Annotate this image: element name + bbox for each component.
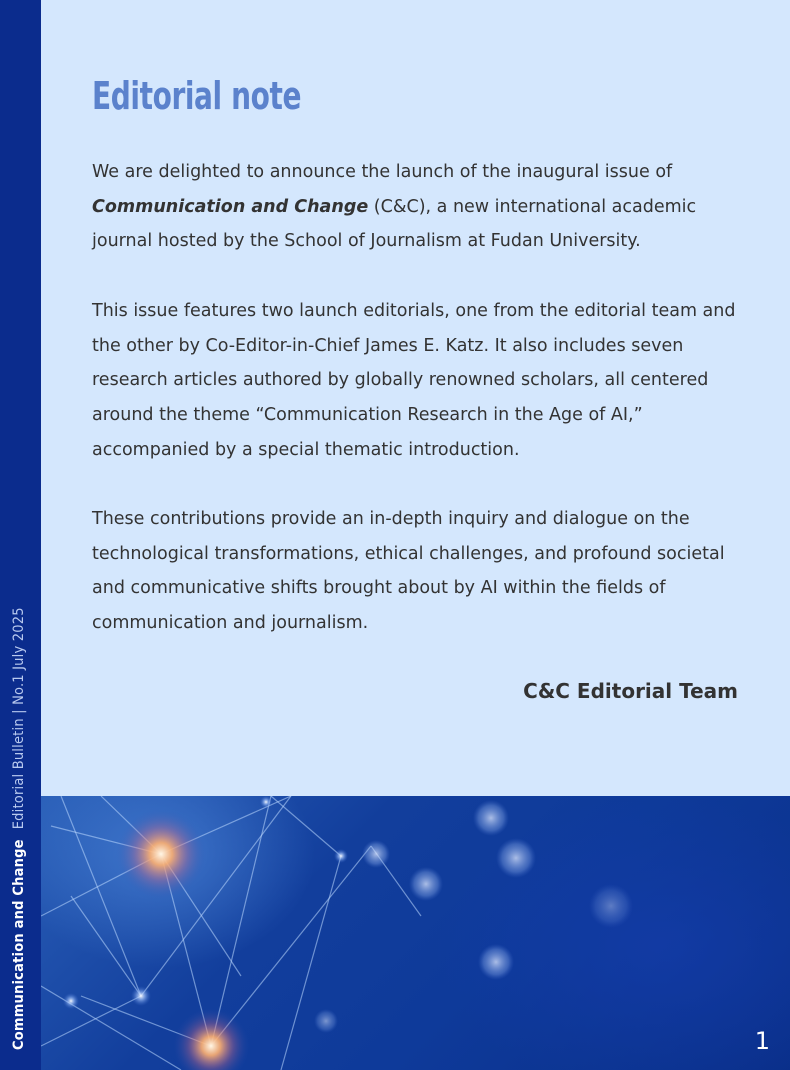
page-number: 1 xyxy=(754,1027,770,1055)
spine-text xyxy=(8,607,30,1050)
paragraph-contributions: These contributions provide an in-depth inquiry and dialogue on the technological transformations, ethical challenges, and profound societal and communicative shifts brought about by AI within the fields of communication and journalism. xyxy=(92,509,725,634)
page-title: Editorial note xyxy=(92,74,302,118)
glow-node-large xyxy=(116,809,206,899)
signature: C&C Editorial Team xyxy=(523,679,738,703)
glow-node-bottom xyxy=(173,1008,249,1070)
journal-name: Communication and Change xyxy=(92,196,369,217)
paragraph-contents: This issue features two launch editorials, one from the editorial team and the other by Co-Editor-in-Chief James E. Katz. It also includes seven research articles authored by globally renowned scholars, all centered around the theme “Communication Research in the Age of AI,” accompanied by a special thematic introduction. xyxy=(92,301,736,460)
network-image xyxy=(41,796,790,1070)
intro-text-end: (C&C), a new international academic journal hosted by the School of Journalism at Fudan University. xyxy=(92,196,697,252)
spine-journal-title: Communication and Change xyxy=(11,839,27,1050)
bokeh-dots xyxy=(314,800,633,1033)
spine-issue-info: Editorial Bulletin | No.1 July 2025 xyxy=(11,607,27,830)
journal-spine xyxy=(0,0,41,1070)
intro-text-start: We are delighted to announce the launch of the inaugural issue of xyxy=(92,162,673,182)
neural-network-illustration xyxy=(41,796,790,1070)
paragraph-intro xyxy=(92,155,742,259)
